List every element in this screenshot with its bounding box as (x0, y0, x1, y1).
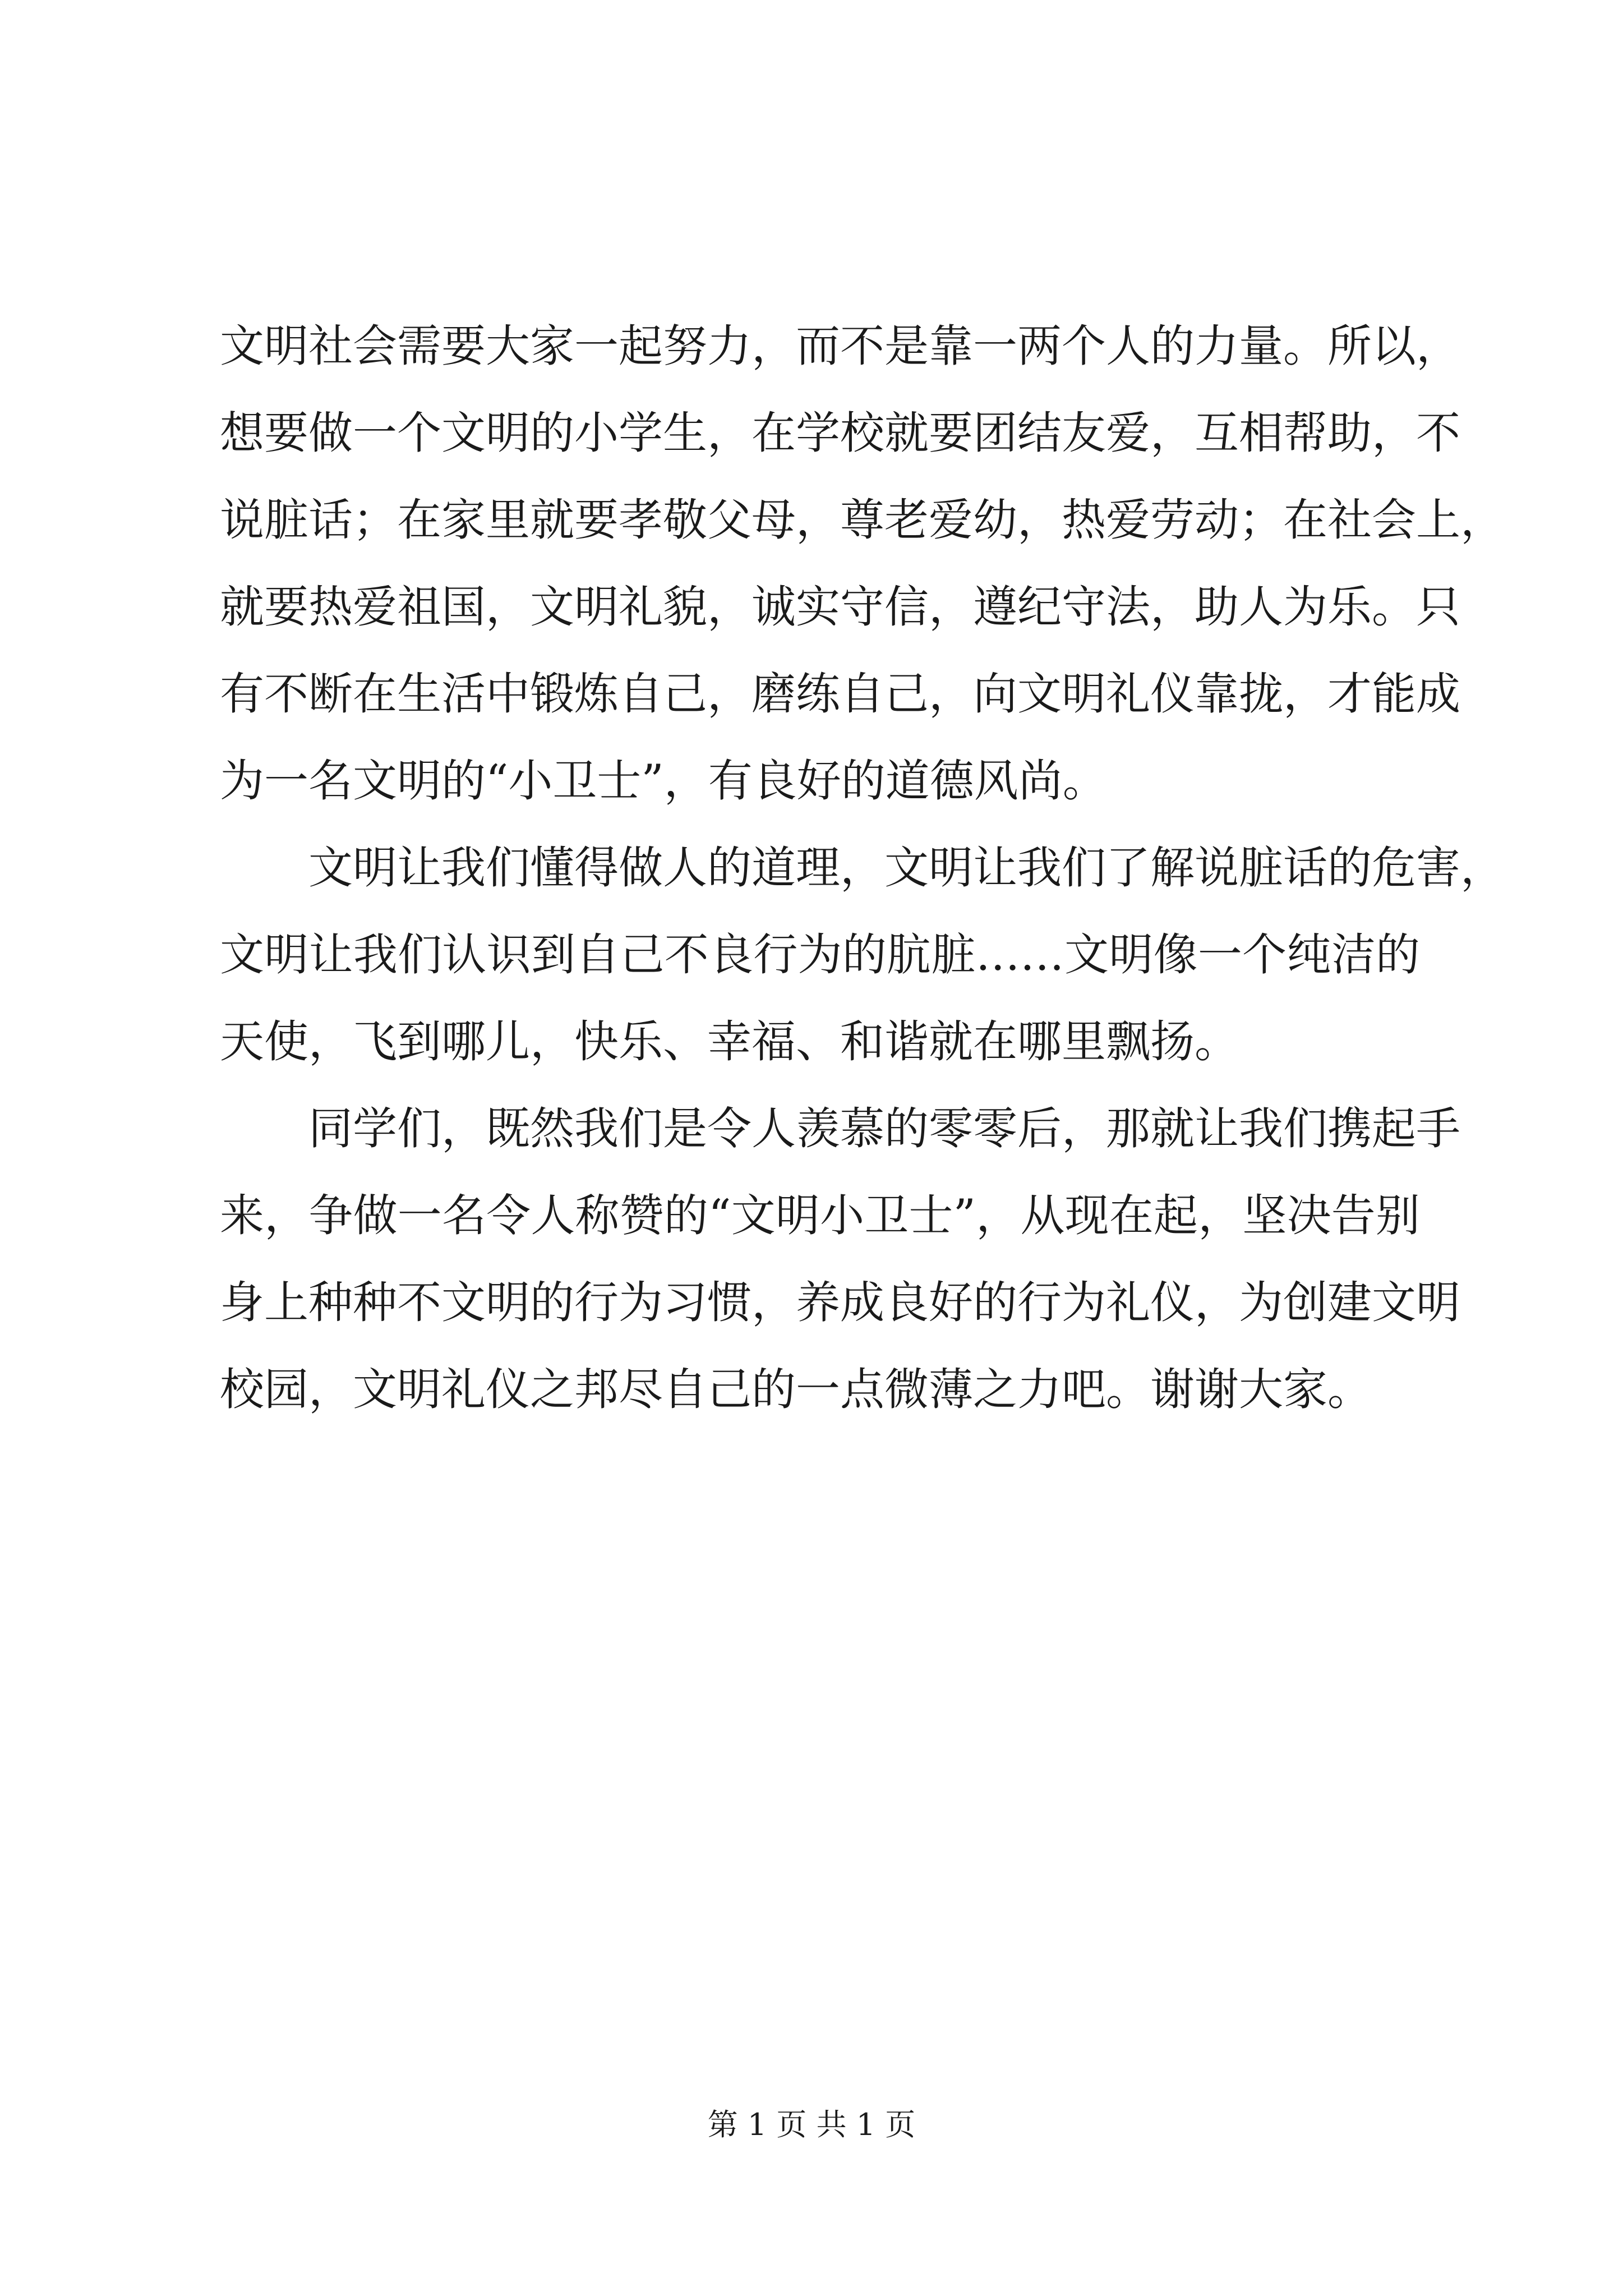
text-line: 为一名文明的“小卫士”，有良好的道德风尚。 (220, 755, 1107, 807)
paragraph-3 (220, 1085, 1460, 1433)
text-line: 有不断在生活中锻炼自己，磨练自己，向文明礼仪靠拢，才能成 (220, 668, 1460, 720)
page-number-text: 第 1 页 共 1 页 (707, 2107, 916, 2142)
text-line: 就要热爱祖国，文明礼貌，诚实守信，遵纪守法，助人为乐。只 (220, 581, 1460, 633)
text-line: 校园，文明礼仪之邦尽自己的一点微薄之力吧。谢谢大家。 (220, 1364, 1372, 1415)
text-line: 想要做一个文明的小学生，在学校就要团结友爱，互相帮助，不 (220, 407, 1460, 459)
text-line: 文明让我们懂得做人的道理，文明让我们了解说脏话的危害， (308, 842, 1505, 894)
text-line: 同学们，既然我们是令人羡慕的零零后，那就让我们携起手 (308, 1103, 1460, 1154)
text-line: 来，争做一名令人称赞的“文明小卫士”，从现在起，坚决告别 (220, 1190, 1420, 1241)
text-line: 文明让我们认识到自己不良行为的肮脏……文明像一个纯洁的 (220, 929, 1420, 981)
paragraph-2 (220, 825, 1505, 1085)
body-text (220, 303, 1505, 1433)
text-line: 天使，飞到哪儿，快乐、幸福、和谐就在哪里飘扬。 (220, 1016, 1239, 1068)
text-line: 文明社会需要大家一起努力，而不是靠一两个人的力量。所以， (220, 320, 1460, 372)
text-line: 说脏话；在家里就要孝敬父母，尊老爱幼，热爱劳动；在社会上， (220, 494, 1505, 546)
paragraph-1 (220, 303, 1505, 825)
text-line: 身上种种不文明的行为习惯，养成良好的行为礼仪，为创建文明 (220, 1277, 1460, 1328)
page-footer (0, 2101, 1623, 2144)
